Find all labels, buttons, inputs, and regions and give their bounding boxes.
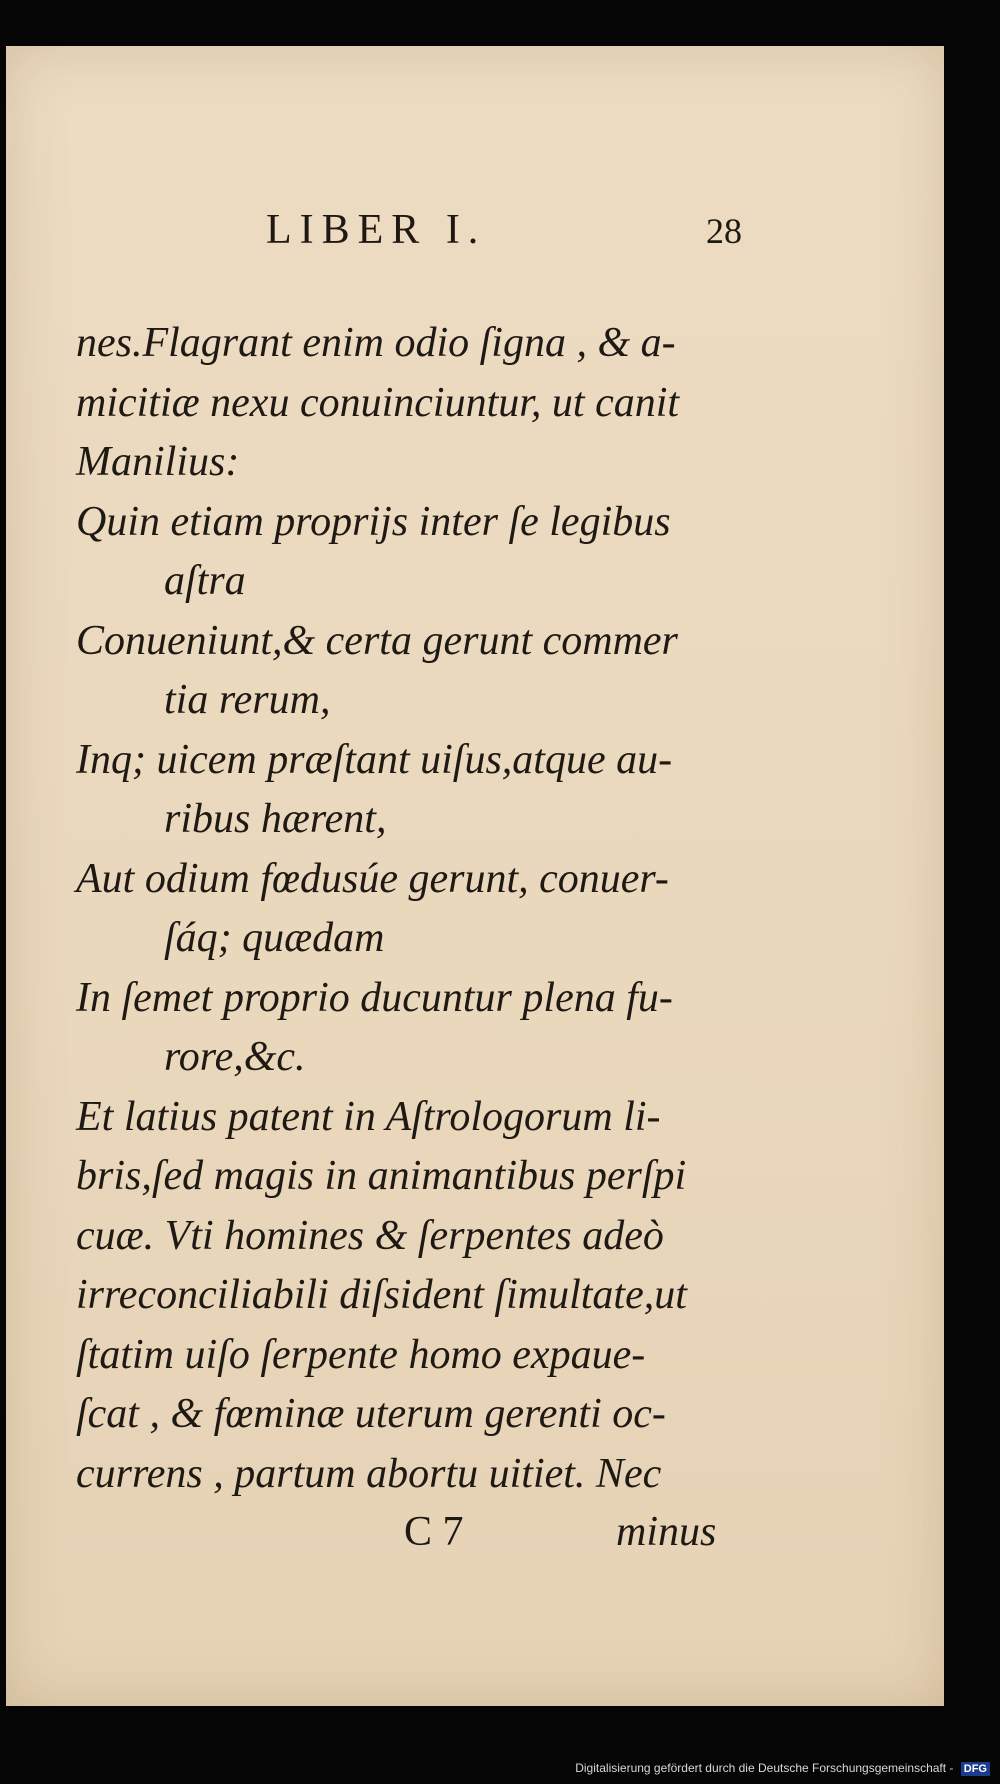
catchword: minus xyxy=(616,1509,717,1555)
text-line: cuæ. Vti homines & ſerpentes adeò xyxy=(76,1212,664,1259)
verse-line: Inq; uicem præſtant uiſus,atque au- xyxy=(76,736,673,783)
text-line: bris,ſed magis in animantibus perſpi xyxy=(76,1153,687,1199)
verse-line-continuation: aſtra xyxy=(164,558,246,604)
text-line: irreconciliabili diſsident ſimultate,ut xyxy=(76,1272,687,1318)
text-line: ſtatim uiſo ſerpente homo expaue- xyxy=(76,1331,646,1378)
running-head xyxy=(6,206,944,266)
book-page xyxy=(6,46,944,1706)
running-title: LIBER I. xyxy=(266,207,487,253)
signature-mark: C 7 xyxy=(404,1509,464,1555)
verse-line-continuation: tia rerum, xyxy=(164,677,331,723)
digitization-credit xyxy=(575,1761,990,1776)
verse-line: Aut odium fœdusúe gerunt, conuer- xyxy=(76,855,669,902)
text-line: Manilius: xyxy=(76,439,240,485)
text-block xyxy=(76,314,776,1504)
verse-line: In ſemet proprio ducuntur plena fu- xyxy=(76,974,673,1021)
folio-number: 28 xyxy=(706,211,742,251)
text-line: Et latius patent in Aſtrologorum li- xyxy=(76,1093,661,1140)
text-line: micitiæ nexu conuinciuntur, ut canit xyxy=(76,379,680,426)
credit-text: Digitalisierung gefördert durch die Deutsche Forschungsgemeinschaft - xyxy=(575,1761,954,1776)
text-line: ſcat , & fœminæ uterum gerenti oc- xyxy=(76,1391,666,1437)
verse-line-continuation: ſáq; quædam xyxy=(164,915,385,961)
verse-line: Quin etiam proprijs inter ſe legibus xyxy=(76,498,671,545)
verse-line: Conueniunt,& certa gerunt commer xyxy=(76,617,678,664)
dfg-logo: DFG xyxy=(961,1762,990,1776)
signature-line xyxy=(6,1508,944,1568)
verse-line-continuation: ribus hærent, xyxy=(164,796,387,842)
verse-line-continuation: rore,&c. xyxy=(164,1034,306,1080)
text-line: nes.Flagrant enim odio ſigna , & a- xyxy=(76,320,676,366)
text-line: currens , partum abortu uitiet. Nec xyxy=(76,1450,662,1497)
